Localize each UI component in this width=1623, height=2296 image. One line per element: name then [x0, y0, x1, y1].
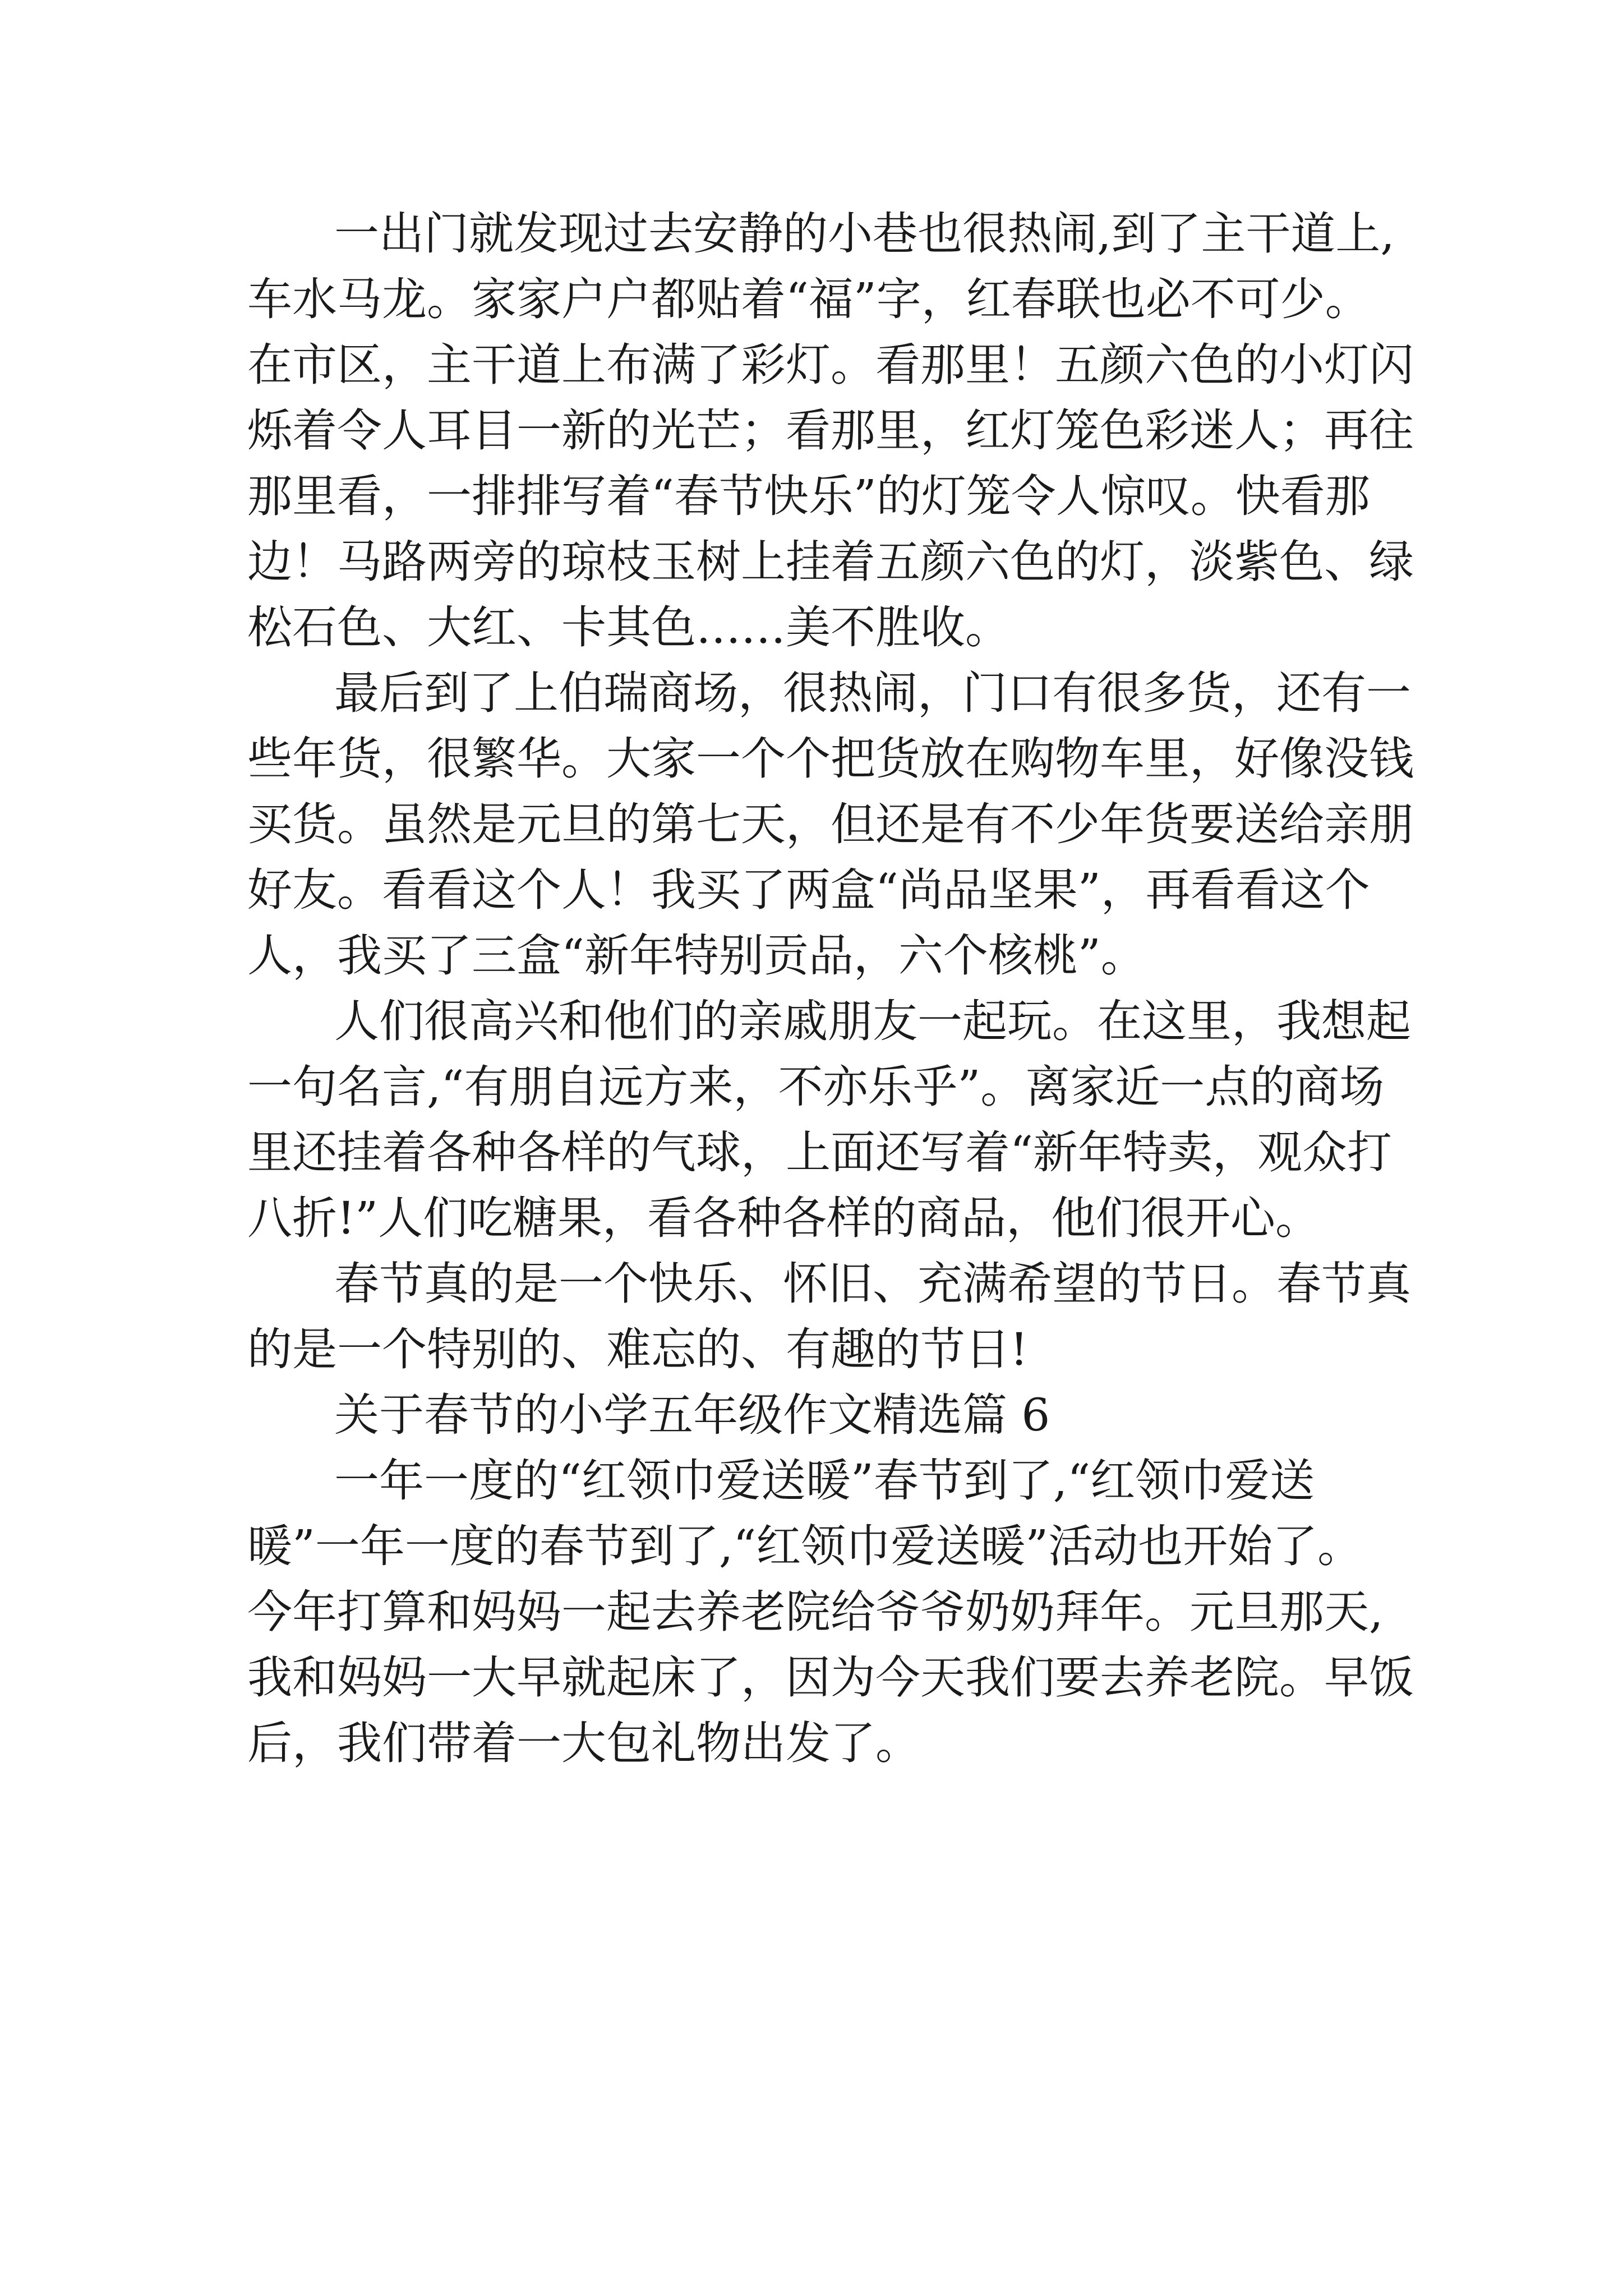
text-line: 人们很高兴和他们的亲戚朋友一起玩。在这里，我想起: [334, 995, 1411, 1047]
text-line: 人，我买了三盒“新年特别贡品，六个核桃”。: [247, 930, 1146, 982]
text-line: 一出门就发现过去安静的小巷也很热闹,到了主干道上,: [334, 208, 1395, 260]
text-line: 八折!”人们吃糖果，看各种各样的商品，他们很开心。: [247, 1192, 1321, 1244]
text-line: 后，我们带着一大包礼物出发了。: [247, 1717, 920, 1769]
text-line: 些年货，很繁华。大家一个个把货放在购物车里，好像没钱: [247, 733, 1414, 785]
text-line: 一年一度的“红领巾爱送暖”春节到了,“红领巾爱送: [334, 1455, 1315, 1507]
text-line: 边！马路两旁的琼枝玉树上挂着五颜六色的灯，淡紫色、绿: [247, 536, 1414, 588]
text-line: 车水马龙。家家户户都贴着“福”字，红春联也必不可少。: [247, 273, 1370, 325]
section-heading: 关于春节的小学五年级作文精选篇 6: [334, 1389, 1050, 1441]
text-line: 我和妈妈一大早就起床了，因为今天我们要去养老院。早饭: [247, 1651, 1414, 1704]
text-line: 今年打算和妈妈一起去养老院给爷爷奶奶拜年。元旦那天,: [247, 1586, 1384, 1638]
text-line: 好友。看看这个人！我买了两盒“尚品坚果”，再看看这个: [247, 864, 1370, 916]
text-line: 松石色、大红、卡其色……美不胜收。: [247, 601, 1010, 654]
text-line: 最后到了上伯瑞商场，很热闹，门口有很多货，还有一: [334, 667, 1411, 719]
text-line: 的是一个特别的、难忘的、有趣的节日!: [247, 1323, 1029, 1375]
essay-body: [247, 201, 1414, 1776]
text-line: 买货。虽然是元旦的第七天，但还是有不少年货要送给亲朋: [247, 798, 1414, 850]
text-line: 烁着令人耳目一新的光芒；看那里，红灯笼色彩迷人；再往: [247, 404, 1414, 457]
text-line: 春节真的是一个快乐、怀旧、充满希望的节日。春节真: [334, 1258, 1411, 1310]
text-line: 一句名言,“有朋自远方来，不亦乐乎”。离家近一点的商场: [247, 1061, 1385, 1113]
text-line: 那里看，一排排写着“春节快乐”的灯笼令人惊叹。快看那: [247, 470, 1370, 522]
text-line: 暖”一年一度的春节到了,“红领巾爱送暖”活动也开始了。: [247, 1520, 1363, 1572]
text-line: 在市区，主干道上布满了彩灯。看那里！五颜六色的小灯闪: [247, 339, 1414, 391]
text-line: 里还挂着各种各样的气球，上面还写着“新年特卖，观众打: [247, 1126, 1392, 1179]
